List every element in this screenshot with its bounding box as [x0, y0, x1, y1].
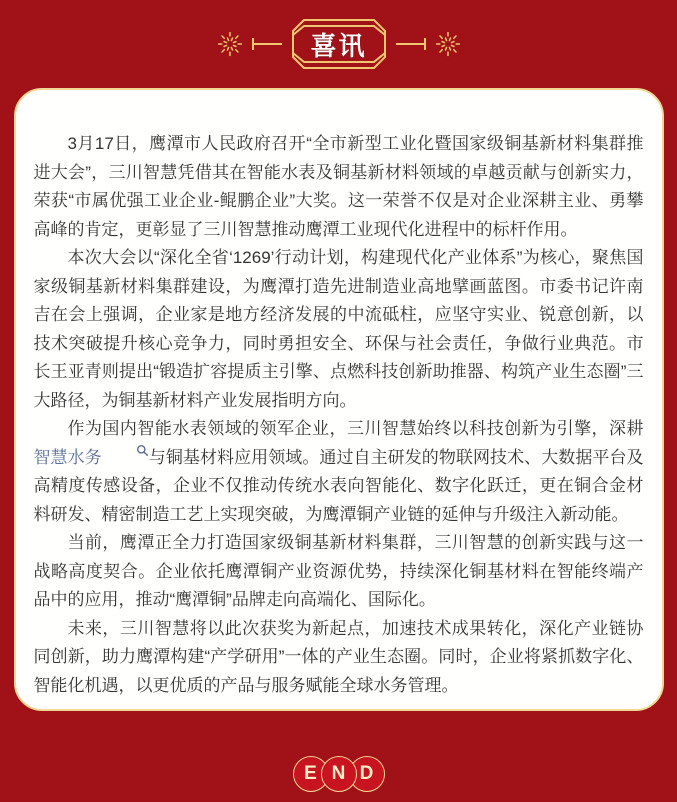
badge-label: 喜讯	[310, 30, 367, 61]
decorative-line-right	[396, 43, 426, 45]
end-letter-circle: E	[293, 756, 329, 792]
firework-icon	[217, 31, 243, 57]
end-badge	[0, 711, 677, 800]
header-banner	[0, 0, 677, 88]
paragraph-text: 作为国内智能水表领域的领军企业，三川智慧始终以科技创新为引擎，深耕	[67, 419, 644, 438]
end-letter-circle: N	[321, 756, 357, 792]
decorative-line-left	[252, 43, 282, 45]
paragraph-award-news: 3月17日，鹰潭市人民政府召开“全市新型工业化暨国家级铜基新材料集群推进大会”，三川智慧凭借其在智能水表及铜基新材料领域的卓越贡献与创新实力，荣获“市属优强工业企业-鲲鹏企业”大奖。这一荣誉不仅是对企业深耕主业、勇攀高峰的肯定，更彰显了三川智慧推动鹰潭工业现代化进程中的标杆作用。	[33, 134, 644, 239]
smart-water-link[interactable]: 智慧水务	[33, 447, 102, 467]
content-card	[14, 88, 664, 711]
paragraph-conference: 本次大会以“深化全省‘1269’行动计划，构建现代化产业体系”为核心，聚焦国家级铜基新材料集群建设，为鹰潭打造先进制造业高地擘画蓝图。市委书记许南吉在会上强调，企业家是地方经济发展的中流砥柱，应坚守实业、锐意创新，以技术突破提升核心竞争力，同时勇担安全、环保与社会责任，争做行业典范。市长王亚青则提出“锻造扩容提质主引擎、点燃科技创新助推器、构筑产业生态圈”三大路径，为铜基新材料产业发展指明方向。	[33, 248, 644, 410]
end-letter-circle: D	[349, 756, 385, 792]
firework-icon	[435, 31, 461, 57]
paragraph-text: 与铜基材料应用领域。通过自主研发的物联网技术、大数据平台及高精度传感设备，企业不仅推动传统水表向智能化、数字化跃迁，更在铜合金材料研发、精密制造工艺上实现突破，为鹰潭铜产业链的延伸与升级注入新动能。	[33, 447, 644, 524]
paragraph-strategy: 当前，鹰潭正全力打造国家级铜基新材料集群，三川智慧的创新实践与这一战略高度契合。企业依托鹰潭铜产业资源优势，持续深化铜基材料在智能终端产品中的应用，推动“鹰潭铜”品牌走向高端化、国际化。	[33, 533, 644, 609]
paragraph-company-profile	[34, 415, 644, 529]
search-icon[interactable]	[102, 444, 149, 457]
good-news-badge	[291, 18, 387, 70]
paragraph-future: 未来，三川智慧将以此次获奖为新起点，加速技术成果转化，深化产业链协同创新，助力鹰潭构建“产学研用”一体的产业生态圈。同时，企业将紧抓数字化、智能化机遇，以更优质的产品与服务赋能全球水务管理。	[33, 618, 644, 695]
